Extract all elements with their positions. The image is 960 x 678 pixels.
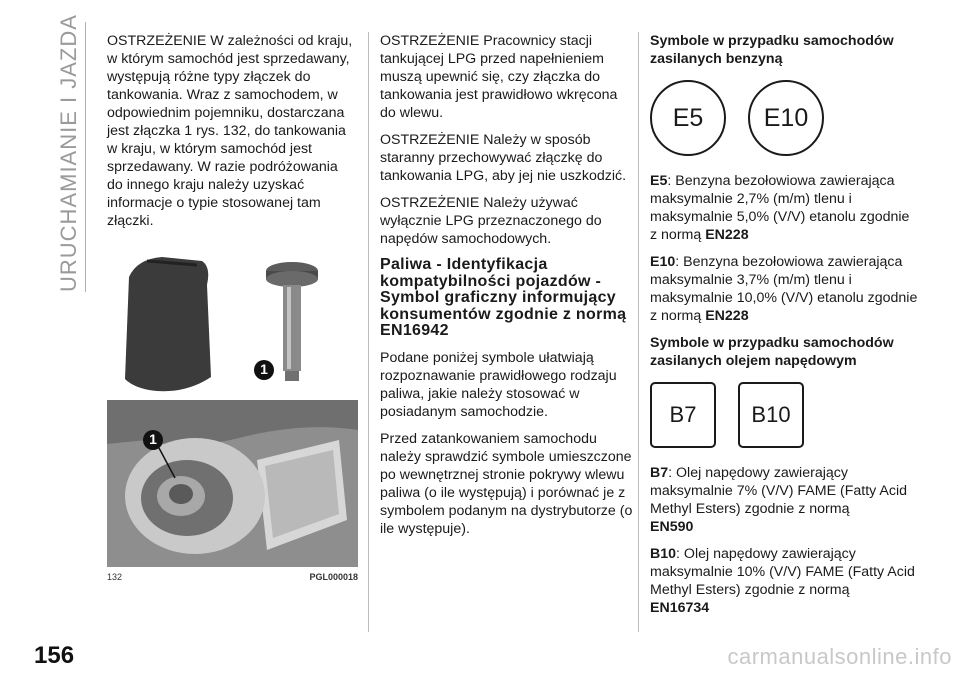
watermark-text: carmanualsonline.info — [727, 644, 952, 669]
e5-symbol: E5 — [650, 80, 726, 156]
symbols-check-text: Przed zatankowaniem samochodu należy sprawdzić symbole umieszczone po wewnętrznej stronie pokrywy wlewu paliwa (o ile występują) i porównać je z symbolem podanym na dystrybutorze (o ile występuje). — [380, 430, 633, 537]
e10-symbol: E10 — [748, 80, 824, 156]
diesel-symbols-heading: Symbole w przypadku samochodów zasilanych olejem napędowym — [650, 335, 894, 369]
figure-number: 132 — [107, 572, 123, 582]
warning-lpg-staff: OSTRZEŻENIE Pracownicy stacji tankującej LPG przed napełnieniem muszą upewnić się, czy złączka do tankowania jest prawidłowo wkręcona do wlewu. — [380, 33, 618, 121]
figure-callout-bottom: 1 — [149, 431, 157, 447]
filler-photo — [107, 400, 358, 567]
column-3 — [650, 32, 920, 626]
b10-text: : Olej napędowy zawierający maksymalnie 10% (V/V) FAME (Fatty Acid Methyl Esters) zgodnie z normą — [650, 546, 915, 598]
b7-norm: EN590 — [650, 519, 694, 535]
b10-label: B10 — [650, 546, 677, 562]
b7-symbol: B7 — [650, 382, 716, 448]
e10-text: : Benzyna bezołowiowa zawierająca maksymalnie 3,7% (m/m) tlenu i maksymalnie 10,0% (V/V) etanolu zgodnie z normą — [650, 254, 918, 324]
warning-adapter-text: OSTRZEŻENIE W zależności od kraju, w którym samochód jest sprzedawany, występują różne typy złączek do tankowania. Wraz z samochodem, w odpowiednim pojemniku, dostarczana jest złączka 1 rys. 132, do tankowania w kraju, w którym samochód jest sprzedawany. W razie podróżowania do innego kraju należy uzyskać informacje o typie stosowanej tam złączki. — [107, 33, 353, 229]
e5-norm: EN228 — [705, 227, 749, 243]
b10-symbol: B10 — [738, 382, 804, 448]
e5-text: : Benzyna bezołowiowa zawierająca maksymalnie 2,7% (m/m) tlenu i maksymalnie 5,0% (V/V) etanolu zgodnie z normą — [650, 173, 910, 243]
side-divider — [85, 22, 86, 292]
b7-label: B7 — [650, 465, 669, 481]
b10-description — [650, 545, 920, 617]
figure-code: PGL000018 — [309, 572, 358, 582]
page-number: 156 — [34, 642, 75, 669]
b10-norm: EN16734 — [650, 600, 710, 616]
e10-label: E10 — [650, 254, 676, 270]
figure-lpg-adapter — [107, 247, 358, 567]
petrol-symbols-row — [650, 80, 920, 156]
e10-description — [650, 253, 920, 325]
e5-label: E5 — [650, 173, 668, 189]
b7-description — [650, 464, 920, 536]
adapter-illustration — [107, 247, 358, 397]
warning-lpg-automotive: OSTRZEŻENIE Należy używać wyłącznie LPG przeznaczonego do napędów samochodowych. — [380, 195, 602, 247]
column-1 — [107, 32, 357, 239]
filler-illustration — [107, 400, 358, 567]
section-heading-fuel-identification: Paliwa - Identyfikacja kompatybilności pojazdów - Symbol graficzny informujący konsumentów zgodnie z normą EN16942 — [380, 256, 627, 339]
b7-text: : Olej napędowy zawierający maksymalnie 7% (V/V) FAME (Fatty Acid Methyl Esters) zgodnie z normą — [650, 465, 908, 517]
column-divider-1 — [368, 32, 369, 632]
warning-adapter-storage: OSTRZEŻENIE Należy w sposób staranny przechowywać złączkę do tankowania LPG, aby jej nie uszkodzić. — [380, 132, 627, 184]
petrol-symbols-heading: Symbole w przypadku samochodów zasilanych benzyną — [650, 33, 894, 67]
column-divider-2 — [638, 32, 639, 632]
section-side-title: URUCHAMIANIE I JAZDA — [56, 14, 81, 292]
e10-norm: EN228 — [705, 308, 749, 324]
diesel-symbols-row — [650, 382, 920, 448]
e5-description — [650, 172, 920, 244]
column-2 — [380, 32, 635, 547]
figure-callout-top: 1 — [260, 361, 268, 377]
figure-caption — [107, 572, 358, 582]
symbols-intro-text: Podane poniżej symbole ułatwiają rozpoznawanie prawidłowego rodzaju paliwa, jakie należy stosować w posiadanym samochodzie. — [380, 349, 617, 420]
adapter-photo — [107, 247, 358, 397]
